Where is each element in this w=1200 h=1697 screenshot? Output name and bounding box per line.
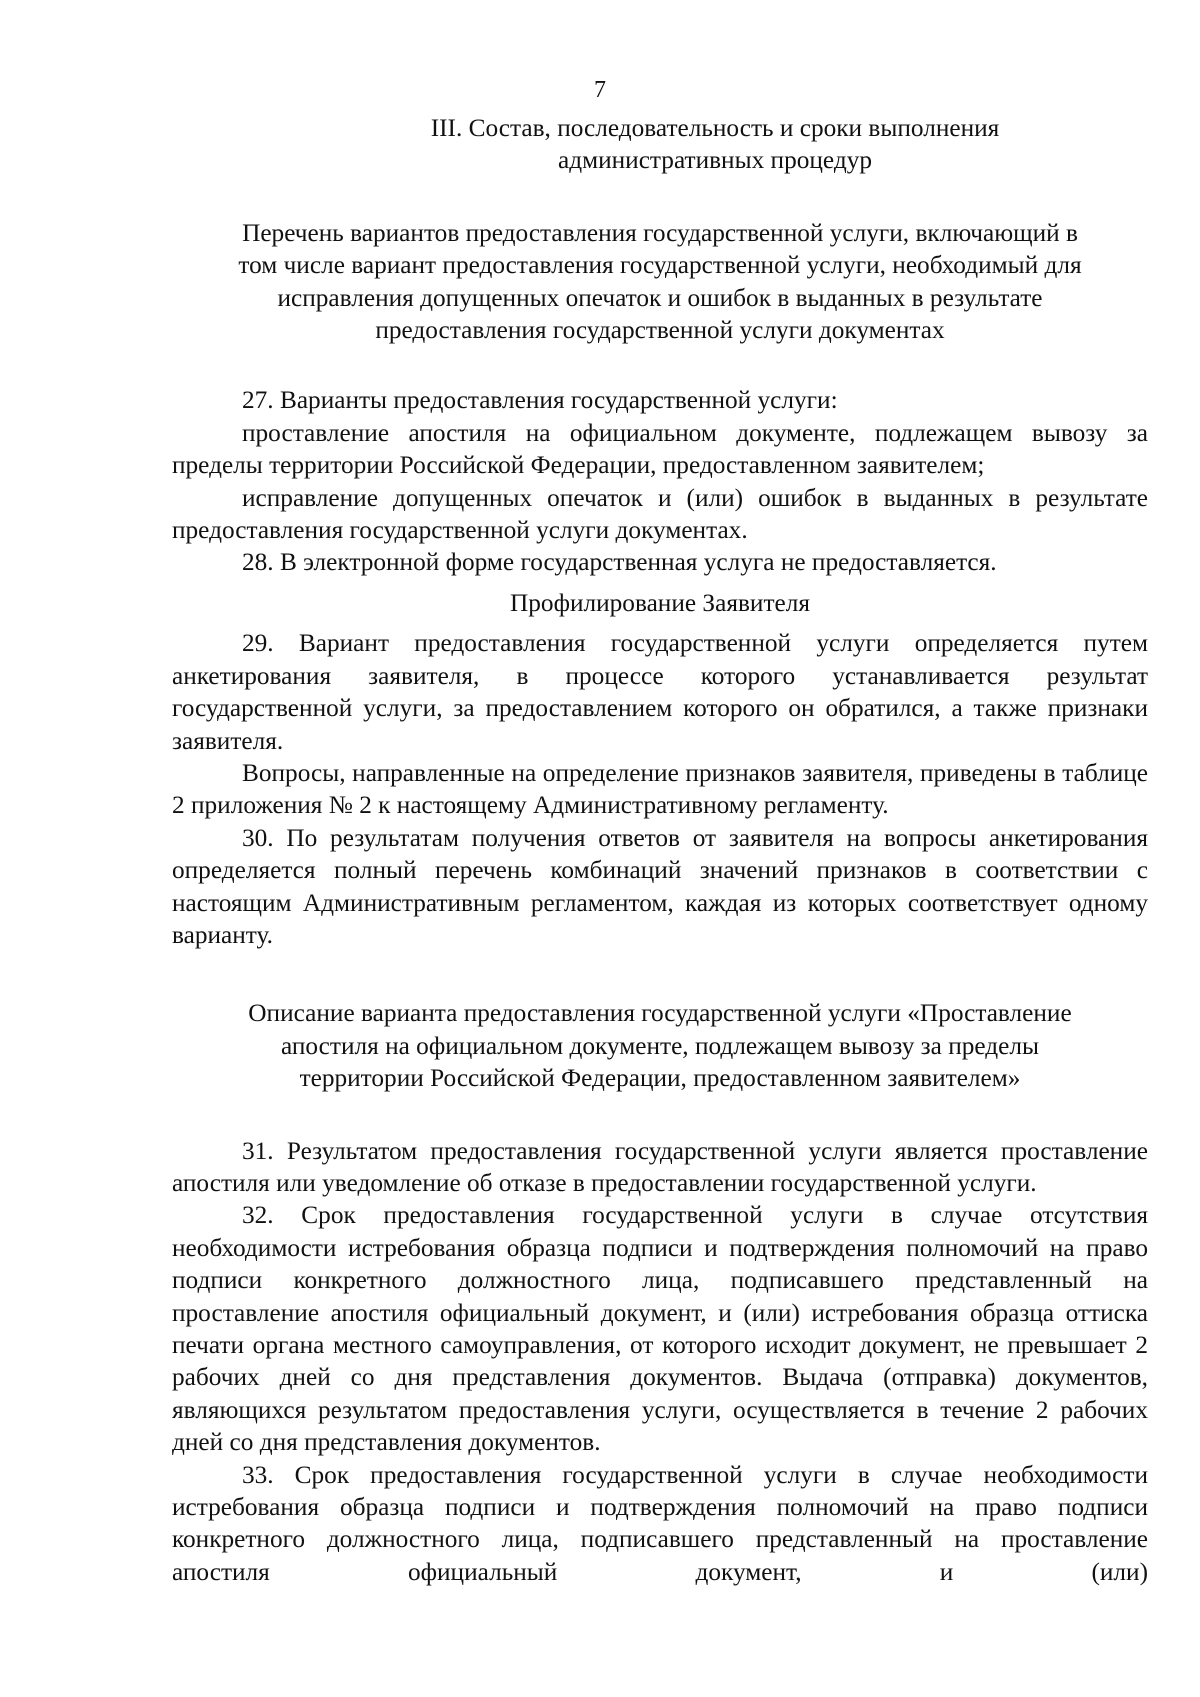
paragraph-32: 32. Срок предоставления государственной услуги в случае отсутствия необходимости истребования образца подписи и подтверждения полномочий на право подписи конкретного должностного лица, подписавшего представленный на проставление апостиля официальный документ, и (или) истребования образца оттиска печати органа местного самоуправления, от которого исходит документ, не превышает 2 рабочих дней со дня представления документов. Выдача (отправка) документов, являющихся результатом предоставления услуги, осуществляется в течение 2 рабочих дней со дня представления документов. [172, 1201, 1148, 1457]
paragraph-29: 29. Вариант предоставления государственной услуги определяется путем анкетирования заявителя, в процессе которого устанавливается результат государственной услуги, за предоставлением которого он обратился, а также признаки заявителя. [172, 629, 1148, 755]
paragraph-28: 28. В электронной форме государственная услуга не предоставляется. [242, 548, 997, 577]
paragraph-27-item-correction: исправление допущенных опечаток и (или) ошибок в выданных в результате предоставления государственной услуги документах. [172, 483, 1148, 545]
paragraph-30: 30. По результатам получения ответов от заявителя на вопросы анкетирования определяется полный перечень комбинаций значений признаков в соответствии с настоящим Административным регламентом, каждая из которых соответствует одному варианту. [172, 823, 1148, 949]
paragraph-29-questions: Вопросы, направленные на определение признаков заявителя, приведены в таблице 2 приложения № 2 к настоящему Административному регламенту. [172, 758, 1148, 820]
profiling-heading: Профилирование Заявителя [510, 588, 810, 617]
paragraph-27-item-apostille: проставление апостиля на официальном документе, подлежащем вывозу за пределы территории Российской Федерации, предоставленном заявителем; [172, 418, 1148, 480]
section-title [172, 112, 1148, 177]
description-heading-line: территории Российской Федерации, предоставленном заявителем» [299, 1064, 1021, 1093]
variants-heading [172, 217, 1148, 347]
variants-heading-line: исправления допущенных опечаток и ошибок в выданных в результате [277, 283, 1043, 312]
description-heading [172, 997, 1148, 1094]
variants-heading-line: предоставления государственной услуги документах [375, 316, 945, 345]
variants-heading-line: том числе вариант предоставления государственной услуги, необходимый для [238, 251, 1082, 280]
paragraph-31: 31. Результатом предоставления государственной услуги является проставление апостиля или уведомление об отказе в предоставлении государственной услуги. [172, 1136, 1148, 1197]
section-title-line: III. Состав, последовательность и сроки выполнения [430, 114, 1000, 142]
section-title-line: административных процедур [557, 146, 872, 175]
document-body [172, 112, 1148, 1588]
description-heading-line: Описание варианта предоставления государственной услуги «Проставление [248, 999, 1072, 1028]
description-heading-line: апостиля на официальном документе, подлежащем вывозу за пределы [280, 1031, 1040, 1060]
page-number: 7 [594, 77, 606, 103]
paragraph-33: 33. Срок предоставления государственной услуги в случае необходимости истребования образца подписи и подтверждения полномочий на право подписи конкретного должностного лица, подписавшего представленный на проставление апостиля официальный документ, и (или) [172, 1460, 1148, 1586]
paragraph-27: 27. Варианты предоставления государственной услуги: [242, 386, 838, 415]
variants-heading-line: Перечень вариантов предоставления государственной услуги, включающий в [242, 218, 1078, 247]
